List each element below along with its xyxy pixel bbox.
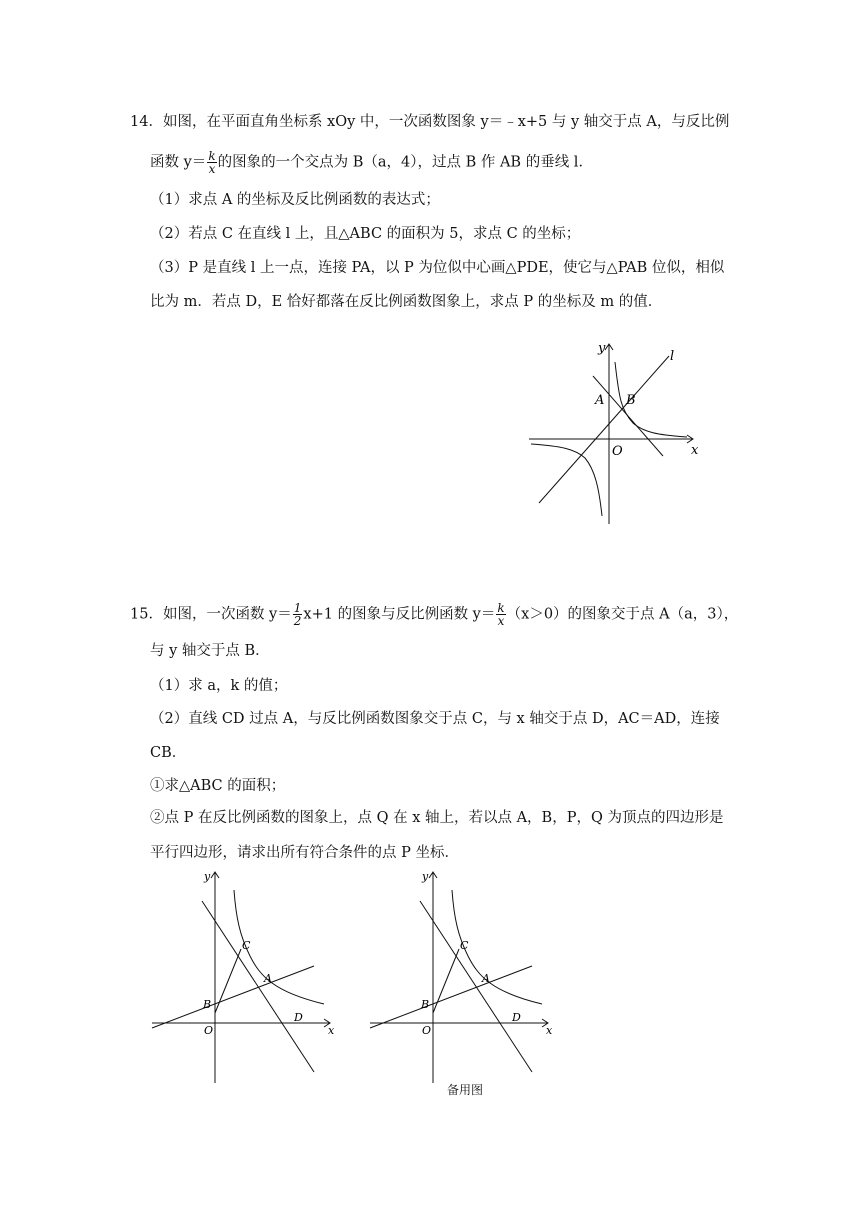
q14-label-y: y [598,341,606,356]
q14-line-l [539,356,669,503]
q15-segment-cb [215,949,241,1013]
q15-spare-caption: 备用图 [447,1083,484,1097]
q15-spare-line-ab [370,966,532,1028]
q15-fraction-1-den: 2 [293,614,302,628]
q14-part-2: （2）若点 C 在直线 l 上，且△ABC 的面积为 5，求点 C 的坐标； [150,226,581,242]
q14-figure [525,338,705,528]
q15-label-b: B [203,998,212,1011]
q15-label-d: D [294,1011,303,1024]
q15-part-2-2-cont: 平行四边形，请求出所有符合条件的点 P 坐标． [150,845,459,861]
q15-spare-label-d: D [512,1011,521,1024]
q15-part-2-1: ①求△ABC 的面积； [150,778,286,794]
q15-label-y: y [204,870,211,883]
q14-part-3-cont: 比为 m．若点 D，E 恰好都落在反比例函数图象上，求点 P 的坐标及 m 的值． [150,294,663,310]
q14-fraction-den: x [208,162,216,176]
q15-part-2: （2）直线 CD 过点 A，与反比例函数图象交于点 C，与 x 轴交于点 D，AC＝AD，连接 [150,711,720,727]
q15-fraction-1-num: 1 [293,601,302,615]
q15-line-1c: （x＞0）的图象交于点 A（a，3）， [506,606,739,623]
q15-fraction-2 [496,602,505,627]
q15-fraction-2-num: k [497,601,505,615]
q15-spare-label-x: x [546,1024,553,1037]
q15-spare-line-cd [420,901,532,1072]
q14-hyperbola-q3 [531,444,602,516]
q14-fraction-num: k [208,149,216,163]
q14-label-o: O [612,444,623,459]
q15-figure-main [148,868,348,1088]
q15-line-1a: 15．如图，一次函数 y＝ [130,606,292,623]
q14-label-x: x [691,443,699,458]
q15-line-cd [202,901,314,1072]
q15-line-ab [152,966,314,1028]
q15-part-2-2: ②点 P 在反比例函数的图象上，点 Q 在 x 轴上，若以点 A，B，P，Q 为顶点的四边形是 [150,810,724,826]
q15-label-x: x [328,1024,335,1037]
q15-fraction-2-den: x [497,614,505,628]
q14-line-2a: 函数 y＝ [150,154,207,171]
q15-spare-label-b: B [421,998,430,1011]
q14-fraction [207,150,216,175]
q15-spare-segment-cb [433,949,459,1013]
q15-part-2-cont: CB． [150,745,187,761]
q15-label-c: C [242,939,251,952]
q14-line-2 [150,150,593,175]
q14-line-1: 14．如图，在平面直角坐标系 xOy 中，一次函数图象 y＝﹣x+5 与 y 轴交于点 A，与反比例 [130,114,730,130]
q15-spare-label-y: y [422,870,429,883]
q15-line-2: 与 y 轴交于点 B． [150,643,270,659]
q14-line-2b: 的图象的一个交点为 B（a，4），过点 B 作 AB 的垂线 l． [217,154,593,171]
q15-line-1 [130,602,738,627]
q15-spare-label-c: C [460,939,469,952]
q14-label-a: A [595,393,605,408]
q15-spare-label-a: A [482,972,490,985]
q15-label-a: A [264,972,272,985]
q14-part-1: （1）求点 A 的坐标及反比例函数的表达式； [150,192,440,208]
q15-figure-spare [366,868,566,1088]
q14-label-l: l [670,349,675,364]
q15-part-1: （1）求 a，k 的值； [150,678,288,694]
q15-label-o: O [204,1024,214,1037]
q14-part-3: （3）P 是直线 l 上一点，连接 PA，以 P 为位似中心画△PDE，使它与△PAB 位似，相似 [150,260,725,276]
q15-spare-label-o: O [422,1024,432,1037]
q14-label-b: B [626,393,636,408]
q15-line-1b: x+1 的图象与反比例函数 y＝ [303,606,496,623]
q15-fraction-1 [293,602,303,627]
